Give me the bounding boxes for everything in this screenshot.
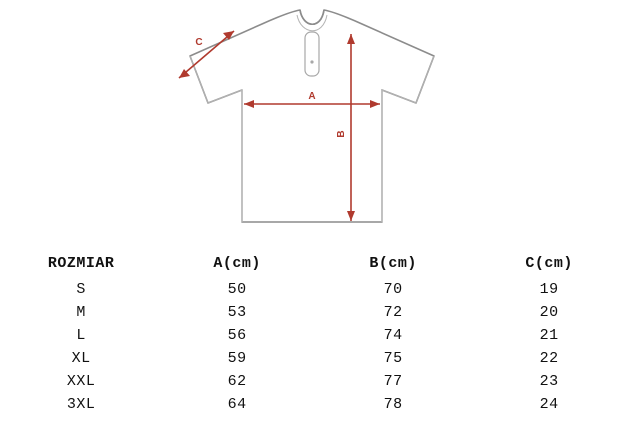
cell-a: 50	[227, 281, 247, 298]
cell-size: 3XL	[66, 396, 96, 413]
cell-a: 53	[227, 304, 247, 321]
cell-size: XL	[71, 350, 91, 367]
table-row	[0, 347, 624, 370]
header-size: ROZMIAR	[47, 255, 115, 272]
header-b: B(cm)	[369, 255, 417, 272]
cell-size: XXL	[66, 373, 96, 390]
dimension-a-label: A	[308, 91, 316, 102]
cell-b: 75	[383, 350, 403, 367]
dimension-c-label: C	[195, 37, 203, 48]
cell-c: 21	[539, 327, 559, 344]
table-row	[0, 278, 624, 301]
table-row	[0, 370, 624, 393]
cell-b: 72	[383, 304, 403, 321]
cell-b: 77	[383, 373, 403, 390]
cell-size: S	[76, 281, 86, 298]
cell-b: 74	[383, 327, 403, 344]
header-a: A(cm)	[213, 255, 261, 272]
table-row	[0, 393, 624, 416]
cell-a: 64	[227, 396, 247, 413]
cell-a: 62	[227, 373, 247, 390]
tshirt-shape	[190, 10, 434, 222]
cell-c: 20	[539, 304, 559, 321]
header-c: C(cm)	[525, 255, 573, 272]
table-row	[0, 301, 624, 324]
cell-c: 19	[539, 281, 559, 298]
table-row	[0, 324, 624, 347]
cell-c: 23	[539, 373, 559, 390]
cell-a: 56	[227, 327, 247, 344]
cell-c: 22	[539, 350, 559, 367]
cell-c: 24	[539, 396, 559, 413]
cell-b: 70	[383, 281, 403, 298]
size-table	[0, 252, 624, 416]
cell-size: M	[76, 304, 86, 321]
cell-size: L	[76, 327, 86, 344]
table-header-row	[0, 252, 624, 278]
cell-a: 59	[227, 350, 247, 367]
dimension-b-label: B	[336, 130, 347, 138]
cell-b: 78	[383, 396, 403, 413]
